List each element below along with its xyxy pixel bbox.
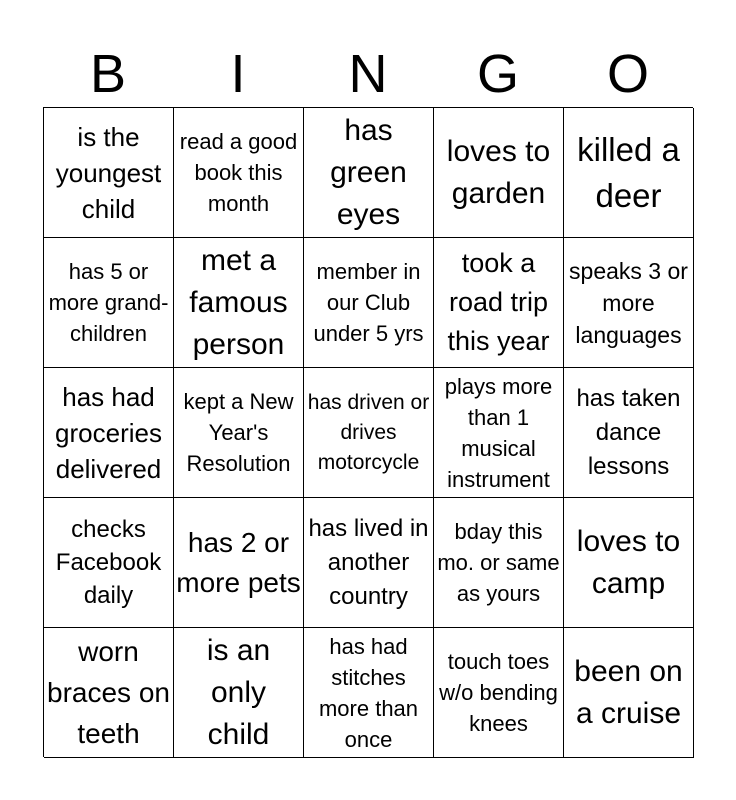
- bingo-cell-r3c4[interactable]: [434, 368, 564, 498]
- bingo-cell-r4c1[interactable]: [44, 498, 174, 628]
- bingo-cell-r2c1[interactable]: [44, 238, 174, 368]
- bingo-cell-r1c2[interactable]: [174, 108, 304, 238]
- bingo-cell-r4c5[interactable]: [564, 498, 694, 628]
- bingo-cell-r2c3[interactable]: [304, 238, 434, 368]
- bingo-cell-text: has 2 or more pets: [176, 526, 301, 598]
- bingo-cell-text: killed a deer: [577, 130, 680, 214]
- bingo-cell-text: has green eyes: [330, 113, 407, 231]
- bingo-cell-r5c1[interactable]: [44, 628, 174, 758]
- bingo-cell-text: bday this mo. or same as yours: [437, 519, 560, 606]
- bingo-cell-text: checks Facebook daily: [55, 516, 162, 609]
- bingo-cell-r1c3[interactable]: [304, 108, 434, 238]
- bingo-cell-r3c5[interactable]: [564, 368, 694, 498]
- bingo-board: [43, 107, 693, 757]
- header-letter-b: B: [89, 44, 127, 104]
- header-letter-o: O: [606, 44, 649, 104]
- bingo-cell-r5c2[interactable]: [174, 628, 304, 758]
- bingo-cell-r5c3[interactable]: [304, 628, 434, 758]
- bingo-cell-text: has lived in another country: [308, 514, 429, 610]
- bingo-cell-r3c2[interactable]: [174, 368, 304, 498]
- bingo-cell-text: has driven or drives motorcycle: [307, 390, 430, 474]
- bingo-cell-text: has taken dance lessons: [576, 384, 681, 480]
- bingo-cell-r5c4[interactable]: [434, 628, 564, 758]
- bingo-cell-r4c3[interactable]: [304, 498, 434, 628]
- bingo-cell-r1c1[interactable]: [44, 108, 174, 238]
- bingo-cell-text: took a road trip this year: [447, 248, 550, 356]
- bingo-cell-text: speaks 3 or more languages: [569, 257, 688, 348]
- bingo-cell-text: loves to garden: [446, 134, 551, 210]
- header-letter-g: G: [476, 44, 519, 104]
- bingo-cell-r1c4[interactable]: [434, 108, 564, 238]
- bingo-cell-r2c2[interactable]: [174, 238, 304, 368]
- bingo-cell-r2c4[interactable]: [434, 238, 564, 368]
- bingo-cell-r4c4[interactable]: [434, 498, 564, 628]
- bingo-header: [43, 42, 693, 106]
- bingo-cell-r3c3[interactable]: [304, 368, 434, 498]
- bingo-cell-r1c5[interactable]: [564, 108, 694, 238]
- bingo-cell-text: is the youngest child: [55, 121, 162, 224]
- bingo-cell-text: kept a New Year's Resolution: [183, 389, 294, 476]
- bingo-cell-text: has had groceries delivered: [55, 381, 162, 484]
- bingo-cell-text: touch toes w/o bending knees: [439, 649, 558, 736]
- header-letter-i: I: [230, 44, 246, 104]
- bingo-cell-r2c5[interactable]: [564, 238, 694, 368]
- bingo-cell-text: has 5 or more grand-children: [48, 259, 169, 346]
- bingo-cell-r5c5[interactable]: [564, 628, 694, 758]
- bingo-cell-text: worn braces on teeth: [47, 636, 170, 749]
- bingo-cell-text: member in our Club under 5 yrs: [313, 259, 424, 346]
- bingo-cell-text: met a famous person: [189, 243, 288, 361]
- bingo-cell-r3c1[interactable]: [44, 368, 174, 498]
- bingo-cell-text: has had stitches more than once: [318, 633, 419, 752]
- bingo-cell-text: read a good book this month: [179, 129, 298, 216]
- bingo-cell-r4c2[interactable]: [174, 498, 304, 628]
- bingo-cell-text: plays more than 1 musical instrument: [444, 373, 553, 492]
- bingo-cell-text: been on a cruise: [574, 654, 683, 730]
- bingo-cell-text: loves to camp: [576, 524, 681, 600]
- bingo-cell-text: is an only child: [206, 633, 271, 751]
- header-letter-n: N: [348, 44, 388, 104]
